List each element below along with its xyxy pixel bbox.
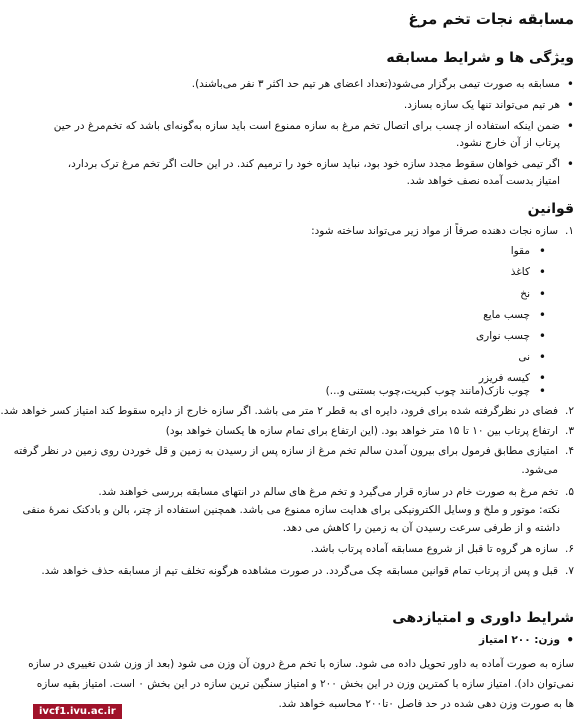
weight-line: نمی‌توان داد). امتیاز سازه با کمترین وزن در این بخش ۲۰۰ و امتیاز سنگین ترین سازه در این بخش ۰ است. امتیاز بقیه سازه bbox=[36, 678, 574, 690]
weight-title: • وزن: ۲۰۰ امتیاز bbox=[41, 632, 574, 648]
rule-text: امتیازی مطابق فرمول برای بیرون آمدن سالم تخم مرغ از سازه پس از رسیدن به زمین و قل خوردن روی زمین در نظر گرفته bbox=[13, 445, 558, 457]
rule-number: ۵. bbox=[565, 486, 574, 498]
rule-note-cont: داشته و از طرفی سرعت رسیدن آن به زمین را کاهش می دهد. bbox=[282, 522, 560, 534]
rule-item-7 bbox=[41, 563, 574, 579]
material-item: • چوب نازک(مانند چوب کبریت،چوب بستنی و...) bbox=[41, 383, 574, 399]
rule-number: ۷. bbox=[565, 565, 574, 577]
judging-heading: شرایط داوری و امتیازدهی bbox=[392, 610, 574, 626]
feature-item: • مسابقه به صورت تیمی برگزار می‌شود(تعداد اعضای هر تیم حد اکثر ۳ نفر می‌باشند). bbox=[41, 76, 574, 92]
feature-item-cont: پرتاب از آن خارج نشود. bbox=[456, 137, 560, 149]
weight-line: سازه به صورت آماده به داور تحویل داده می شود. سازه با تخم مرغ درون آن وزن می شود (بعد از وزن شدن تغییری در سازه bbox=[28, 658, 574, 670]
rule-number: ۴. bbox=[565, 445, 574, 457]
rule-text: قبل و پس از پرتاب تمام قوانین مسابقه چک می‌گردد. در صورت مشاهده هرگونه تخلف تیم از مسابقه حذف خواهد شد. bbox=[41, 565, 558, 577]
features-heading: ویژگی ها و شرایط مسابقه bbox=[386, 50, 574, 66]
rule-item-4-cont: می‌شود. bbox=[521, 464, 558, 476]
feature-item: • ضمن اینکه استفاده از چسب برای اتصال تخم مرغ به سازه ممنوع است باید سازه به‌گونه‌ای باشد که تخم‌مرغ در حین bbox=[41, 118, 574, 134]
material-item: • کاغذ bbox=[41, 264, 574, 280]
rule-item-4 bbox=[13, 443, 574, 459]
rule-text: فضای در نظرگرفته شده برای فرود، دایره ای به قطر ۲ متر می باشد. اگر سازه خارج از دایره سقوط کند امتیاز کسر خواهد شد. bbox=[0, 405, 558, 417]
rule-text: تخم مرغ به صورت خام در سازه قرار می‌گیرد و تخم مرغ های سالم در انتهای مسابقه بررسی خواهند شد. bbox=[98, 486, 558, 498]
material-item: • چسب نواری bbox=[41, 328, 574, 344]
material-item: • مقوا bbox=[41, 243, 574, 259]
rule-number: ۱. bbox=[565, 225, 574, 237]
rule-text: سازه هر گروه تا قبل از شروع مسابقه آماده پرتاب باشد. bbox=[310, 543, 558, 555]
rule-item-3 bbox=[41, 423, 574, 439]
rule-note: نکته: موتور و ملخ و وسایل الکترونیکی برای هدایت سازه ممنوع می باشد. همچنین استفاده از چتر، بالن و بادکنک نمرهٔ منفی bbox=[22, 504, 560, 516]
material-item: • نخ bbox=[41, 286, 574, 302]
material-item: • چسب مایع bbox=[41, 307, 574, 323]
feature-item: • اگر تیمی خواهان سقوط مجدد سازه خود بود، نباید سازه خود را ترمیم کند. در این حالت اگر تخم مرغ ترک بردارد، bbox=[41, 156, 574, 172]
page-title: مسابقه نجات تخم مرغ bbox=[408, 10, 574, 28]
rule-item-1 bbox=[41, 223, 574, 239]
rule-number: ۳. bbox=[565, 425, 574, 437]
site-watermark: ivcf1.ivu.ac.ir bbox=[33, 704, 122, 719]
rule-text: سازه نجات دهنده صرفاً از مواد زیر می‌تواند ساخته شود: bbox=[311, 225, 558, 237]
rule-number: ۲. bbox=[565, 405, 574, 417]
rule-text: ارتفاع پرتاب بین ۱۰ تا ۱۵ متر خواهد بود. (این ارتفاع برای تمام سازه ها یکسان خواهد بود) bbox=[165, 425, 558, 437]
material-item: • نی bbox=[41, 349, 574, 365]
feature-item: • هر تیم می‌تواند تنها یک سازه بسازد. bbox=[41, 97, 574, 113]
rule-item-6 bbox=[41, 541, 574, 557]
rules-heading: قوانین bbox=[527, 201, 574, 217]
rule-item-5 bbox=[41, 484, 574, 500]
material-item: • کیسه فریزر bbox=[41, 370, 574, 386]
weight-line: ها به صورت وزن دهی شده در حد فاصل ۰تا۲۰۰ محاسبه خواهد شد. bbox=[278, 698, 574, 710]
feature-item-cont: امتیاز بدست آمده نصف خواهد شد. bbox=[406, 175, 560, 187]
rule-number: ۶. bbox=[565, 543, 574, 555]
rule-item-2 bbox=[0, 403, 574, 419]
